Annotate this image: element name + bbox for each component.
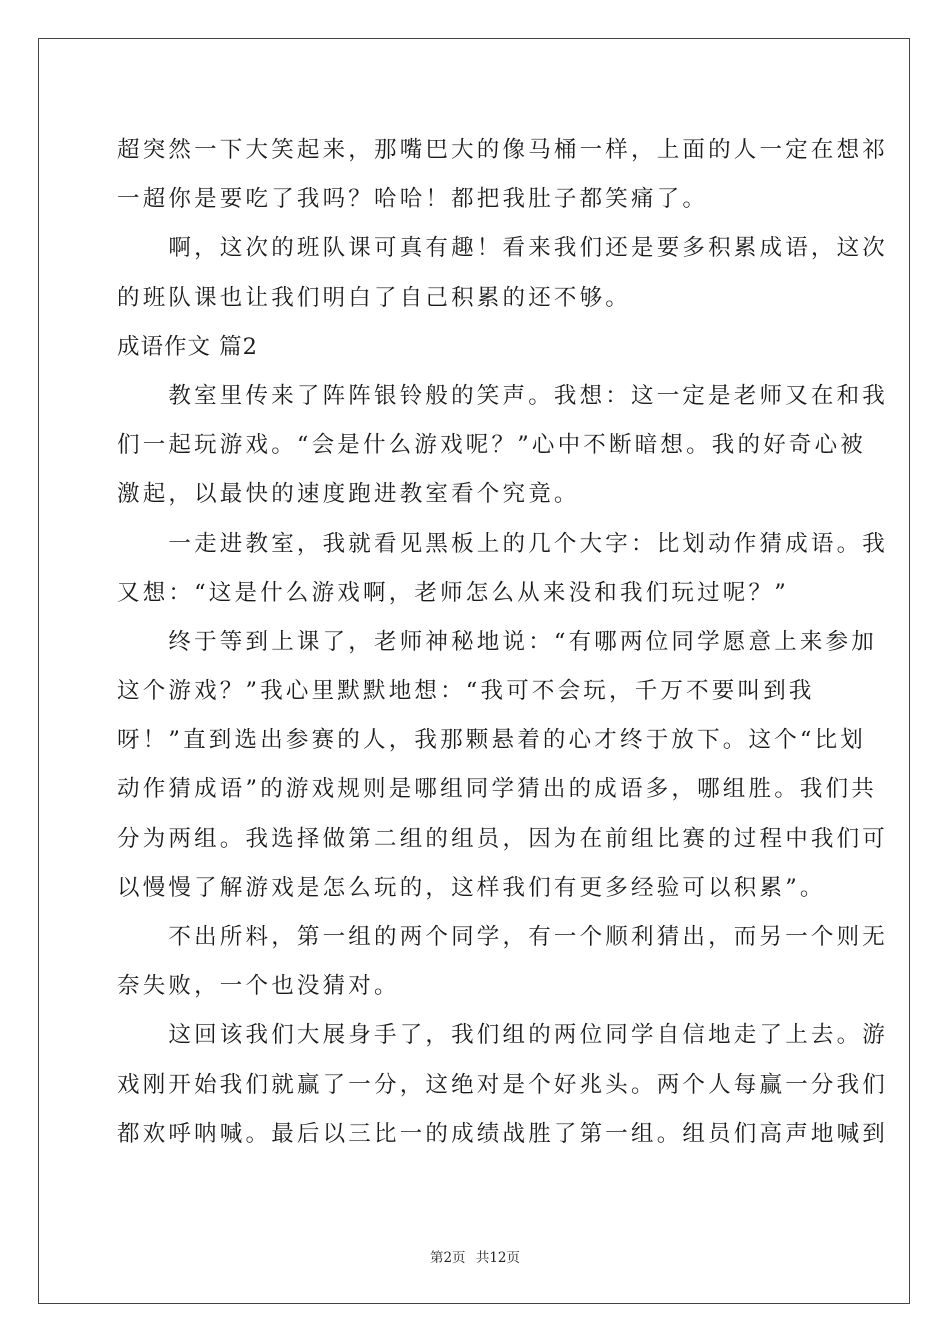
text-line: 一超你是要吃了我吗？哈哈！都把我肚子都笑痛了。 xyxy=(117,186,709,213)
text-line: 们一起玩游戏。“会是什么游戏呢？”心中不断暗想。我的好奇心被 xyxy=(117,432,867,459)
text-line: 都欢呼呐喊。最后以三比一的成绩战胜了第一组。组员们高声地喊到 xyxy=(117,1120,889,1147)
document-body xyxy=(117,126,889,1159)
text-line: 啊，这次的班队课可真有趣！看来我们还是要多积累成语，这次 xyxy=(117,235,889,262)
text-line: 分为两组。我选择做第二组的组员，因为在前组比赛的过程中我们可 xyxy=(117,825,889,852)
text-line: 一走进教室，我就看见黑板上的几个大字：比划动作猜成语。我 xyxy=(117,530,889,557)
text-line: 终于等到上课了，老师神秘地说：“有哪两位同学愿意上来参加 xyxy=(117,628,878,655)
text-line: 呀！”直到选出参赛的人，我那颗悬着的心才终于放下。这个“比划 xyxy=(117,727,867,754)
text-line: 的班队课也让我们明白了自己积累的还不够。 xyxy=(117,284,632,311)
page-total: 共12页 xyxy=(475,1250,521,1266)
text-line: 教室里传来了阵阵银铃般的笑声。我想：这一定是老师又在和我 xyxy=(117,382,889,409)
page-number: 第2页 xyxy=(429,1250,466,1266)
page-footer xyxy=(0,1246,950,1266)
text-line: 这个游戏？”我心里默默地想：“我可不会玩，千万不要叫到我 xyxy=(117,678,815,705)
section-heading: 成语作文 篇2 xyxy=(117,333,258,360)
text-line: 戏刚开始我们就赢了一分，这绝对是个好兆头。两个人每赢一分我们 xyxy=(117,1071,889,1098)
text-line: 超突然一下大笑起来，那嘴巴大的像马桶一样，上面的人一定在想祁 xyxy=(117,137,889,163)
text-line: 以慢慢了解游戏是怎么玩的，这样我们有更多经验可以积累”。 xyxy=(117,874,826,901)
text-line: 奈失败，一个也没猜对。 xyxy=(117,973,400,1000)
text-line: 动作猜成语”的游戏规则是哪组同学猜出的成语多，哪组胜。我们共 xyxy=(117,776,878,803)
text-line: 激起，以最快的速度跑进教室看个究竟。 xyxy=(117,481,580,508)
text-line: 又想：“这是什么游戏啊，老师怎么从来没和我们玩过呢？” xyxy=(117,579,789,606)
text-line: 不出所料，第一组的两个同学，有一个顺利猜出，而另一个则无 xyxy=(117,924,889,950)
text-line: 这回该我们大展身手了，我们组的两位同学自信地走了上去。游 xyxy=(117,1022,889,1049)
